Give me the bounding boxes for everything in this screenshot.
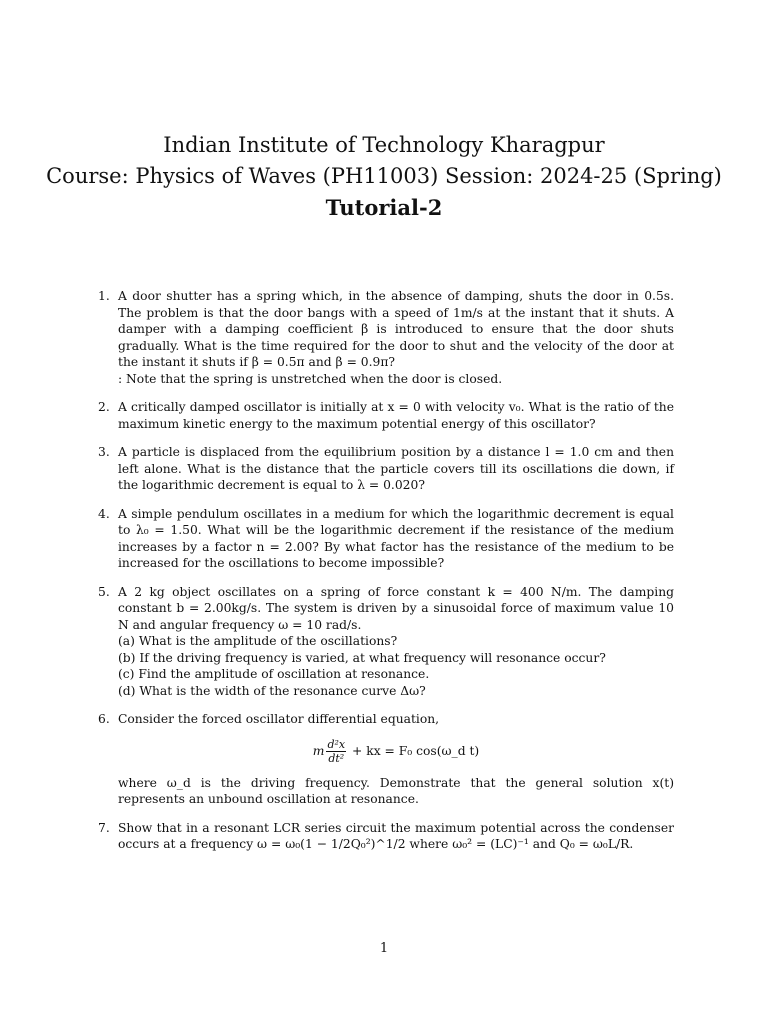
problem-text: Show that in a resonant LCR series circuit the maximum potential across the condenser occurs at a frequency ω = ω₀(1 − 1/2Q₀²)^1/2 where ω₀² = (LC)⁻¹ and Q₀ = ω₀L/R. [118,820,674,851]
subpart-b: (b) If the driving frequency is varied, at what frequency will resonance occur? [118,650,606,665]
problem-5 [98,584,674,700]
problem-intro: Consider the forced oscillator differential equation, [118,712,440,726]
fraction-numerator: d²x [327,737,346,751]
tutorial-title: Tutorial-2 [325,195,443,220]
problem-6 [98,711,674,808]
problem-note: : Note that the spring is unstretched when the door is closed. [118,371,503,386]
problem-number: 4. [98,506,110,521]
fraction-denominator: dt² [328,751,345,765]
subpart-a: (a) What is the amplitude of the oscillations? [118,634,398,648]
subpart-d: (d) What is the width of the resonance curve Δω? [118,683,426,698]
institute-title: Indian Institute of Technology Kharagpur [163,133,605,157]
course-line: Course: Physics of Waves (PH11003) Session: 2024-25 (Spring) [46,164,722,188]
subpart-c: (c) Find the amplitude of oscillation at resonance. [118,667,430,681]
problem-3 [98,444,674,494]
equation-mass: m [312,743,325,758]
problem-number: 1. [98,289,110,303]
equation-fraction [326,738,346,765]
differential-equation [118,738,674,765]
problem-7 [98,820,674,853]
problem-number: 5. [98,584,110,599]
page-number: 1 [379,941,389,956]
problem-4 [98,506,674,572]
problem-1 [98,288,674,387]
problem-text: A critically damped oscillator is initially at x = 0 with velocity v₀. What is the ratio of the maximum kinetic energy to the maximum potential energy of this oscillator? [118,400,674,431]
problem-text: A particle is displaced from the equilibrium position by a distance l = 1.0 cm and then left alone. What is the distance that the particle covers till its oscillations die down, if the logarithmic decrement is equal to λ = 0.020? [118,445,674,492]
equation-rest: + kx = F₀ cos(ω_d t) [352,743,480,758]
problem-number: 3. [98,445,110,459]
problem-list [98,288,674,865]
problem-outro: where ω_d is the driving frequency. Demonstrate that the general solution x(t) represents an unbound oscillation at resonance. [118,775,674,806]
problem-text: A simple pendulum oscillates in a medium for which the logarithmic decrement is equal to λ₀ = 1.50. What will be the logarithmic decrement if the resistance of the medium increases by a factor n = 2.00? By what factor has the resistance of the medium to be increased for the oscillations to become impossible? [118,506,674,570]
problem-number: 6. [98,712,110,726]
problem-text: A 2 kg object oscillates on a spring of force constant k = 400 N/m. The damping constant b = 2.00kg/s. The system is driven by a sinusoidal force of maximum value 10 N and angular frequency ω = 10 rad/s. [118,584,674,632]
problem-text: A door shutter has a spring which, in the absence of damping, shuts the door in 0.5s. The problem is that the door bangs with a speed of 1m/s at the instant that it shuts. A damper with a damping coefficient β is introduced to ensure that the door shuts gradually. What is the time required for the door to shut and the velocity of the door at the instant it shuts if β = 0.5π and β = 0.9π? [118,289,674,369]
problem-number: 7. [98,820,110,835]
problem-2 [98,399,674,432]
problem-number: 2. [98,400,110,414]
